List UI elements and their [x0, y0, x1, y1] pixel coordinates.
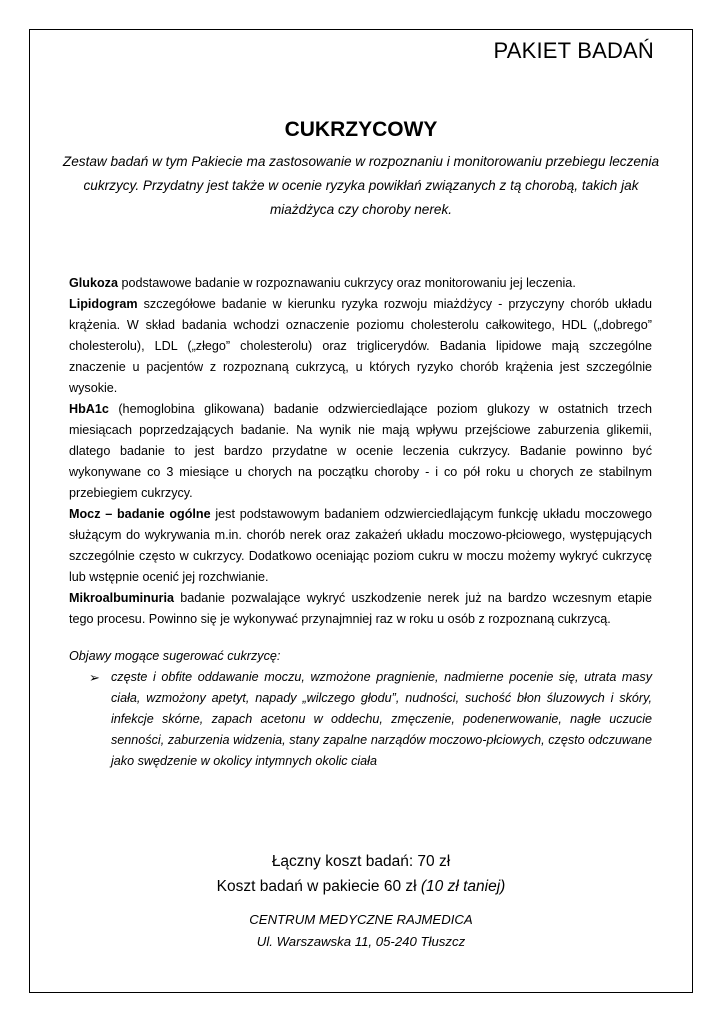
test-description: jest podstawowym badaniem odzwierciedlającym funkcję układu moczowego służącym do wykrywania m.in. chorób nerek oraz zakażeń układu moczowo-płciowego, występujących szczególnie często w cukrzycy. Dodatkowo oceniając poziom cukru w moczu możemy wykryć cukrzycę lub wstępnie ocenić jej rozchwianie.	[69, 507, 652, 584]
package-cost-line	[30, 874, 692, 899]
center-address: Ul. Warszawska 11, 05-240 Tłuszcz	[256, 934, 466, 949]
symptom-list-item	[69, 667, 652, 772]
test-name: Mocz – badanie ogólne	[69, 507, 211, 521]
test-item	[69, 399, 652, 504]
test-description: podstawowe badanie w rozpoznawaniu cukrzycy oraz monitorowaniu jej leczenia.	[118, 276, 576, 290]
discount-note: (10 zł taniej)	[420, 878, 506, 895]
package-intro: Zestaw badań w tym Pakiecie ma zastosowanie w rozpoznaniu i monitorowaniu przebiegu leczenia cukrzycy. Przydatny jest także w ocenie ryzyka powikłań związanych z tą chorobą, takich jak miażdżyca czy choroby nerek.	[62, 154, 660, 217]
page-frame	[29, 29, 693, 993]
symptom-text: częste i obfite oddawanie moczu, wzmożone pragnienie, nadmierne pocenie się, utrata masy ciała, wzmożony apetyt, napady „wilczego głodu”, nudności, suchość błon śluzowych i skóry, infekcje skórne, zapach acetonu w oddechu, zmęczenie, podenerwowanie, nagłe uczucie senności, zaburzenia widzenia, stany zapalne narządów moczowo-płciowych, często odczuwane jako swędzenie w okolicy intymnych okolic ciała	[111, 670, 652, 768]
test-item	[69, 588, 652, 630]
package-title: CUKRZYCOWY	[284, 118, 438, 141]
package-label: PAKIET BADAŃ	[493, 38, 654, 63]
test-item	[69, 504, 652, 588]
test-item	[69, 294, 652, 399]
test-description: szczegółowe badanie w kierunku ryzyka rozwoju miażdżycy - przyczyny chorób układu krążenia. W skład badania wchodzi oznaczenie poziomu cholesterolu całkowitego, HDL („dobrego” cholesterolu), LDL („złego” cholesterolu) oraz triglicerydów. Badania lipidowe mają szczególne znaczenie u pacjentów z rozpoznaną cukrzycą, u których ryzyko chorób krążenia jest szczególnie wysokie.	[69, 297, 652, 395]
test-name: Lipidogram	[69, 297, 138, 311]
center-name: CENTRUM MEDYCZNE RAJMEDICA	[249, 912, 473, 927]
total-cost: Łączny koszt badań: 70 zł	[271, 853, 451, 870]
test-name: Glukoza	[69, 276, 118, 290]
test-item	[69, 273, 652, 294]
arrow-bullet-icon: ➢	[89, 670, 100, 685]
symptoms-heading: Objawy mogące sugerować cukrzycę:	[69, 649, 281, 663]
test-description: (hemoglobina glikowana) badanie odzwierciedlające poziom glukozy w ostatnich trzech miesiącach poprzedzających badanie. Na wynik nie mają wpływu przejściowe zaburzenia glikemii, dlatego badanie to jest bardzo przydatne w ocenie leczenia cukrzycy. Badanie powinno być wykonywane co 3 miesiące u chorych na początku choroby - i co pół roku u chorych ze stabilnym przebiegiem cukrzycy.	[69, 402, 652, 500]
tests-list	[69, 273, 652, 630]
test-name: Mikroalbuminuria	[69, 591, 174, 605]
symptoms-section	[69, 646, 652, 772]
costs-section	[30, 849, 692, 899]
test-description: badanie pozwalające wykryć uszkodzenie nerek już na bardzo wczesnym etapie tego procesu. Powinno się je wykonywać przynajmniej raz w roku u osób z rozpoznaną cukrzycą.	[69, 591, 652, 626]
package-price: Koszt badań w pakiecie 60 zł	[216, 878, 421, 895]
test-name: HbA1c	[69, 402, 109, 416]
medical-center-info	[30, 909, 692, 953]
